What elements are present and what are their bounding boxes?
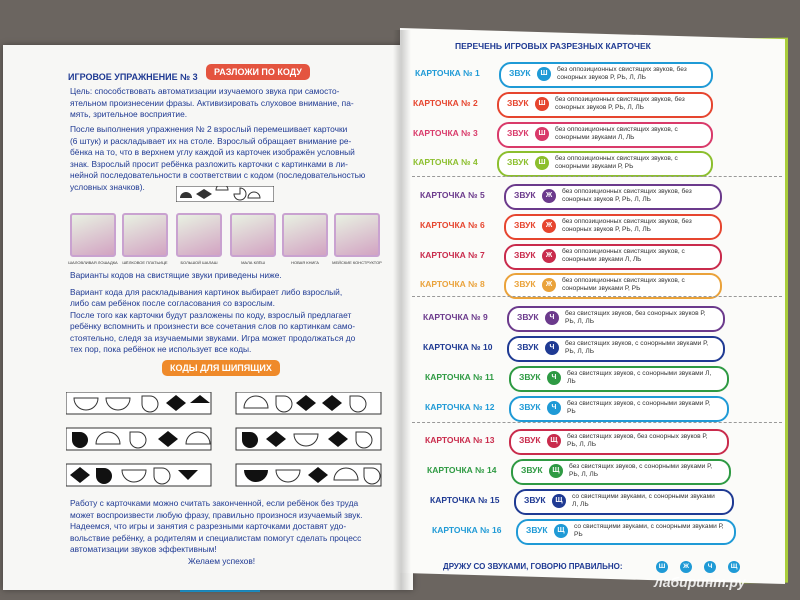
card-label: КАРТОЧКА № 4 (413, 157, 478, 167)
card-pill (509, 429, 729, 455)
text-line: ятельном произнесении фразы. Активизировать слуховое внимание, па- (70, 97, 354, 108)
picture-caption: МЕЙСКИЕ КОНСТРУКТОР (332, 260, 382, 265)
text-line: Цель: способствовать автоматизации изучаемого звука при самосто- (70, 86, 340, 96)
card-row (425, 396, 725, 420)
sound-letter-badge: Ж (542, 249, 556, 263)
card-description: со свистящими звуками, с сонорными звуками Р, РЬ (574, 523, 724, 538)
card-label: КАРТОЧКА № 15 (430, 495, 500, 505)
card-description: без оппозиционных свистящих звуков, с сонорными звуками Р, РЬ (562, 277, 685, 292)
card-row (423, 336, 721, 360)
sound-letter-badge: Ш (535, 97, 549, 111)
text-line: либо сам ребёнок после согласования со взрослым. (70, 298, 275, 308)
text-line: (6 штук) и раскладывает их на столе. Взрослый обращает внимание ре- (70, 135, 352, 146)
code-box (66, 428, 211, 450)
card-label: КАРТОЧКА № 9 (423, 312, 488, 322)
card-description: без свистящих звуков, с сонорными звуками Р, РЬ (567, 400, 711, 415)
book-gutter (393, 30, 411, 590)
code-box (236, 464, 381, 486)
card-list-title: ПЕРЕЧЕНЬ ИГРОВЫХ РАЗРЕЗНЫХ КАРТОЧЕК (455, 41, 651, 51)
watermark-logo: лабиринт.ру (654, 574, 746, 590)
instructions-paragraph (70, 124, 390, 193)
sound-letter-badge: Щ (554, 524, 568, 538)
card-label: КАРТОЧКА № 3 (413, 128, 478, 138)
sound-letter-badge: Ч (545, 341, 559, 355)
sound-label: ЗВУК (514, 279, 536, 289)
sound-label: ЗВУК (509, 68, 531, 78)
sound-label: ЗВУК (507, 128, 529, 138)
card-description: без оппозиционных свистящих звуков, без сонорных звуков Р, РЬ, Л, ЛЬ (562, 218, 692, 233)
card-pill (497, 122, 713, 148)
sound-label: ЗВУК (514, 190, 536, 200)
text-line: Надеемся, что игры и занятия с разрезными карточками доставят удо- (70, 521, 347, 531)
codes-grid (66, 392, 386, 490)
card-label: КАРТОЧКА № 12 (425, 402, 495, 412)
card-row (430, 489, 730, 513)
sound-letter-badge: Щ (552, 494, 566, 508)
card-row (420, 273, 718, 297)
card-row (413, 122, 709, 146)
card-row (420, 244, 718, 268)
footer-letter-badge: Щ (728, 561, 740, 573)
sound-label: ЗВУК (507, 157, 529, 167)
card-pill (511, 459, 731, 485)
text-line: нейной последовательности в соответствии с кодом (последовательностью (70, 170, 366, 180)
text-line: Вариант кода для раскладывания картинок выбирает либо взрослый, (70, 286, 343, 297)
footer-letter-badge: Ч (704, 561, 716, 573)
closing-paragraph (70, 498, 390, 567)
card-pill (514, 489, 734, 515)
picture-card (282, 213, 328, 265)
card-pill (504, 184, 722, 210)
text-line: вольствие ребёнку, а родителям и специалистам помогут сделать процесс (70, 532, 362, 543)
sound-label: ЗВУК (524, 495, 546, 505)
picture-caption: БОЛЬШОЙ ШАЛАШ (180, 260, 218, 265)
divider (412, 296, 782, 297)
picture-card (176, 213, 222, 265)
text-line: условных значков). (70, 181, 145, 192)
card-description: без свистящих звуков, без сонорных звуков Р, РЬ, Л, ЛЬ (565, 310, 706, 325)
picture-card (122, 213, 168, 265)
text-line: бёнка на то, что в верхнем углу каждой из карточек изображён условный (70, 147, 355, 157)
exercise-title: ИГРОВОЕ УПРАЖНЕНИЕ № 3 (68, 72, 198, 82)
sound-label: ЗВУК (514, 220, 536, 230)
text-line: ребёнку вспомнить и произнести все сочетания слов по картинкам само- (70, 321, 356, 331)
sound-label: ЗВУК (514, 250, 536, 260)
card-row (420, 184, 718, 208)
card-pill (504, 214, 722, 240)
sound-letter-badge: Ж (542, 278, 556, 292)
picture-card (68, 213, 118, 265)
card-label: КАРТОЧКА № 6 (420, 220, 485, 230)
sound-label: ЗВУК (507, 98, 529, 108)
card-label: КАРТОЧКА № 13 (425, 435, 495, 445)
picture-card (230, 213, 276, 265)
card-row (425, 366, 725, 390)
card-row (413, 92, 709, 116)
goal-paragraph (70, 86, 390, 121)
card-description: без оппозиционных свистящих звуков, с сонорными звуками Р, РЬ (555, 155, 678, 170)
text-line: Желаем успехов! (188, 555, 256, 566)
card-label: КАРТОЧКА № 2 (413, 98, 478, 108)
variants-paragraph (70, 270, 390, 356)
divider (412, 422, 782, 423)
picture-card (332, 213, 382, 265)
card-pill (497, 151, 713, 177)
exercise-tag: РАЗЛОЖИ ПО КОДУ (206, 64, 310, 80)
code-box (66, 464, 211, 486)
card-description: без оппозиционных свистящих звуков, без сонорных звуков Р, РЬ, Л, ЛЬ (555, 96, 685, 111)
text-line: Варианты кодов на свистящие звуки приведены ниже. (70, 270, 282, 280)
card-row (413, 151, 709, 175)
sound-label: ЗВУК (526, 525, 548, 535)
card-row (423, 306, 721, 330)
text-line: знак. Взрослый просит ребёнка разложить карточки с картинками в ли- (70, 158, 348, 169)
card-pill (499, 62, 713, 88)
card-description: без свистящих звуков, без сонорных звуков Р, РЬ, Л, ЛЬ (567, 433, 708, 448)
card-description: без оппозиционных свистящих звуков, без сонорных звуков Р, РЬ, Л, ЛЬ (562, 188, 692, 203)
card-description: без свистящих звуков, с сонорными звуками Р, РЬ, Л, ЛЬ (565, 340, 709, 355)
divider (412, 176, 782, 177)
picture-caption: ШАЛОВЛИВАЯ ЛОШАДКА (68, 260, 118, 265)
sound-label: ЗВУК (517, 312, 539, 322)
card-row (432, 519, 732, 543)
footer-letter-badge: Ш (656, 561, 668, 573)
text-line: может воспроизвести любую фразу, правильно произнося изучаемый звук. (70, 509, 363, 520)
card-label: КАРТОЧКА № 16 (432, 525, 502, 535)
card-description: без оппозиционных свистящих звуков, с сонорными звуками Л, ЛЬ (555, 126, 678, 141)
card-label: КАРТОЧКА № 11 (425, 372, 494, 382)
card-row (427, 459, 727, 483)
card-pill (509, 396, 729, 422)
sound-label: ЗВУК (519, 372, 541, 382)
card-pill (507, 336, 725, 362)
card-row (415, 62, 709, 86)
sound-letter-badge: Ш (535, 156, 549, 170)
code-sequence (176, 186, 274, 202)
text-line: После того как карточки будут разложены по коду, взрослый предлагает (70, 309, 352, 320)
card-pill (509, 366, 729, 392)
card-label: КАРТОЧКА № 7 (420, 250, 485, 260)
text-line: мять, зрительное восприятие. (70, 109, 188, 119)
picture-caption: НОВАЯ КНИГА (291, 260, 319, 265)
footer-letter-badge: Ж (680, 561, 692, 573)
text-line: После выполнения упражнения № 2 взрослый перемешивает карточки (70, 124, 348, 134)
sound-letter-badge: Ч (547, 371, 561, 385)
footer-slogan: ДРУЖУ СО ЗВУКАМИ, ГОВОРЮ ПРАВИЛЬНО: (443, 562, 623, 571)
text-line: Работу с карточками можно считать законченной, если ребёнок без труда (70, 498, 359, 508)
card-label: КАРТОЧКА № 8 (420, 279, 485, 289)
sound-label: ЗВУК (519, 435, 541, 445)
card-description: без свистящих звуков, с сонорными звуками Л, ЛЬ (567, 370, 712, 385)
card-description: без оппозиционных свистящих звуков, с сонорными звуками Л, ЛЬ (562, 248, 685, 263)
picture-caption: ШЁЛКОВОЕ ПЛАТЬИЦЕ (122, 260, 168, 265)
card-description: без оппозиционных свистящих звуков, без сонорных звуков Р, РЬ, Л, ЛЬ (557, 66, 687, 81)
code-box (66, 392, 211, 414)
sound-letter-badge: Ч (545, 311, 559, 325)
card-label: КАРТОЧКА № 14 (427, 465, 497, 475)
card-description: со свистящими звуками, с сонорными звуками Л, ЛЬ (572, 493, 715, 508)
sound-label: ЗВУК (517, 342, 539, 352)
card-row (420, 214, 718, 238)
sound-label: ЗВУК (521, 465, 543, 475)
card-label: КАРТОЧКА № 10 (423, 342, 493, 352)
sound-label: ЗВУК (519, 402, 541, 412)
sound-letter-badge: Ш (535, 127, 549, 141)
card-description: без свистящих звуков, с сонорными звуками Р, РЬ, Л, ЛЬ (569, 463, 713, 478)
sound-letter-badge: Щ (549, 464, 563, 478)
card-pill (507, 306, 725, 332)
text-line: стоятельно, следя за изучаемыми звуками. Игра может продолжаться до (70, 332, 356, 343)
sound-letter-badge: Ч (547, 401, 561, 415)
card-pill (504, 244, 722, 270)
card-row (425, 429, 725, 453)
code-box (236, 392, 381, 414)
sound-letter-badge: Ж (542, 189, 556, 203)
sound-letter-badge: Ж (542, 219, 556, 233)
text-line: автоматизации звуков эффективным! (70, 544, 217, 554)
sound-letter-badge: Ш (537, 67, 551, 81)
code-box (236, 428, 381, 450)
sound-letter-badge: Щ (547, 434, 561, 448)
card-pill (497, 92, 713, 118)
codes-tag: КОДЫ ДЛЯ ШИПЯЩИХ (162, 360, 280, 376)
card-label: КАРТОЧКА № 5 (420, 190, 485, 200)
picture-caption: МАЛА КЛЁШ (241, 260, 265, 265)
card-pill (516, 519, 736, 545)
card-label: КАРТОЧКА № 1 (415, 68, 480, 78)
text-line: тех пор, пока ребёнок не использует все коды. (70, 344, 252, 354)
